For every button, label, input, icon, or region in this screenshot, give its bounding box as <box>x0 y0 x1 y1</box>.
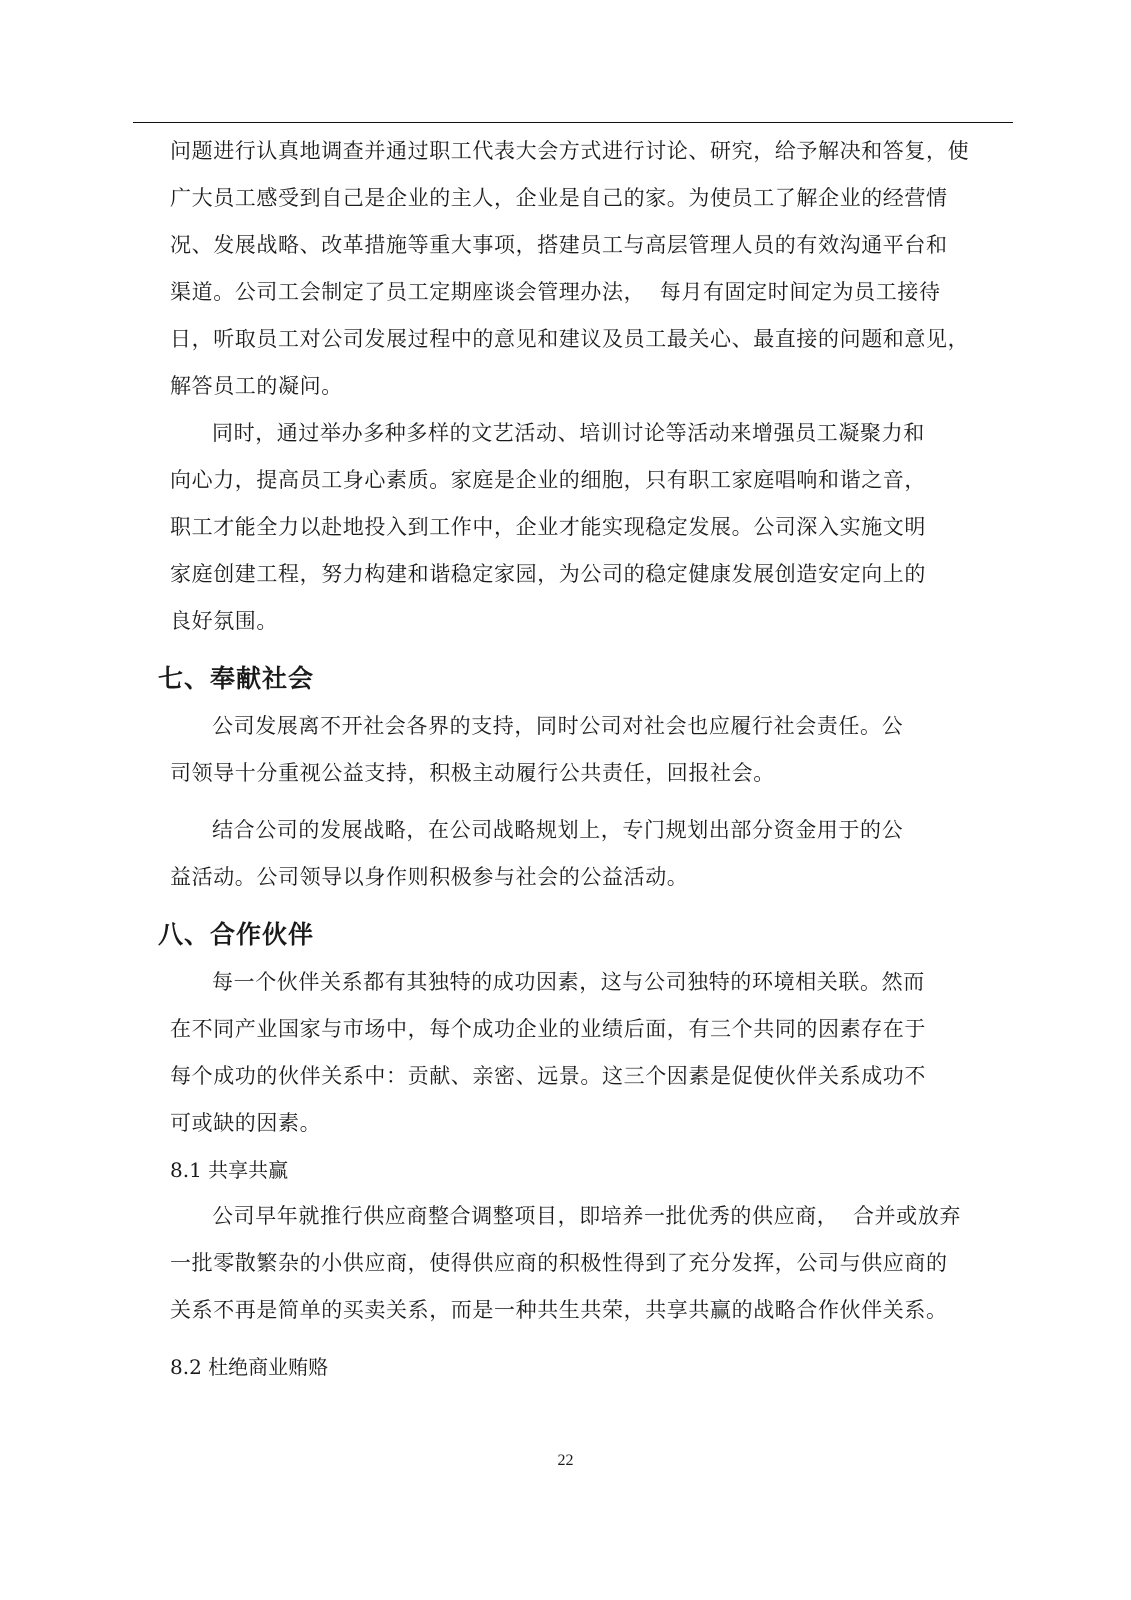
text-line: 良好氛围。 <box>170 609 278 633</box>
text-line: 公司早年就推行供应商整合调整项目，即培养一批优秀的供应商， 合并或放弃 <box>212 1204 961 1228</box>
header-rule <box>133 122 1013 123</box>
text-line: 在不同产业国家与市场中，每个成功企业的业绩后面，有三个共同的因素存在于 <box>170 1017 926 1041</box>
subsection-8-1-paragraph <box>170 1193 990 1334</box>
text-line: 一批零散繁杂的小供应商，使得供应商的积极性得到了充分发挥，公司与供应商的 <box>170 1251 948 1275</box>
text-line: 向心力，提高员工身心素质。家庭是企业的细胞，只有职工家庭唱响和谐之音， <box>170 468 926 492</box>
section7-paragraph-2 <box>170 807 990 901</box>
text-line: 结合公司的发展战略，在公司战略规划上，专门规划出部分资金用于的公 <box>212 818 904 842</box>
text-line: 益活动。公司领导以身作则积极参与社会的公益活动。 <box>170 865 689 889</box>
text-line: 家庭创建工程，努力构建和谐稳定家园，为公司的稳定健康发展创造安定向上的 <box>170 562 926 586</box>
text-line: 问题进行认真地调查并通过职工代表大会方式进行讨论、研究，给予解决和答复，使 <box>170 139 970 163</box>
text-line: 每一个伙伴关系都有其独特的成功因素，这与公司独特的环境相关联。然而 <box>212 970 925 994</box>
text-line: 每个成功的伙伴关系中：贡献、亲密、远景。这三个因素是促使伙伴关系成功不 <box>170 1064 926 1088</box>
subsection-heading-8-2: 8.2 杜绝商业贿赂 <box>170 1355 329 1379</box>
intro-paragraph <box>170 128 990 410</box>
text-line: 职工才能全力以赴地投入到工作中，企业才能实现稳定发展。公司深入实施文明 <box>170 515 926 539</box>
text-line: 日，听取员工对公司发展过程中的意见和建议及员工最关心、最直接的问题和意见， <box>170 327 970 351</box>
section8-paragraph-1 <box>170 959 990 1147</box>
text-line: 渠道。公司工会制定了员工定期座谈会管理办法， 每月有固定时间定为员工接待 <box>170 280 941 304</box>
text-line: 解答员工的凝问。 <box>170 374 343 398</box>
text-line: 同时，通过举办多种多样的文艺活动、培训讨论等活动来增强员工凝聚力和 <box>212 421 925 445</box>
page-body <box>158 128 990 1390</box>
text-line: 司领导十分重视公益支持，积极主动履行公共责任，回报社会。 <box>170 761 775 785</box>
family-paragraph <box>170 410 990 645</box>
text-line: 广大员工感受到自己是企业的主人，企业是自己的家。为使员工了解企业的经营情 <box>170 186 948 210</box>
text-line: 可或缺的因素。 <box>170 1111 322 1135</box>
section-heading-8: 八、合作伙伴 <box>158 920 315 949</box>
text-line: 关系不再是简单的买卖关系，而是一种共生共荣，共享共赢的战略合作伙伴关系。 <box>170 1298 948 1322</box>
text-line: 况、发展战略、改革措施等重大事项，搭建员工与高层管理人员的有效沟通平台和 <box>170 233 948 257</box>
subsection-heading-8-1: 8.1 共享共赢 <box>170 1158 289 1182</box>
section-heading-7: 七、奉献社会 <box>158 664 315 693</box>
section7-paragraph-1 <box>170 703 990 797</box>
text-line: 公司发展离不开社会各界的支持，同时公司对社会也应履行社会责任。公 <box>212 714 904 738</box>
page-number: 22 <box>557 1452 574 1469</box>
